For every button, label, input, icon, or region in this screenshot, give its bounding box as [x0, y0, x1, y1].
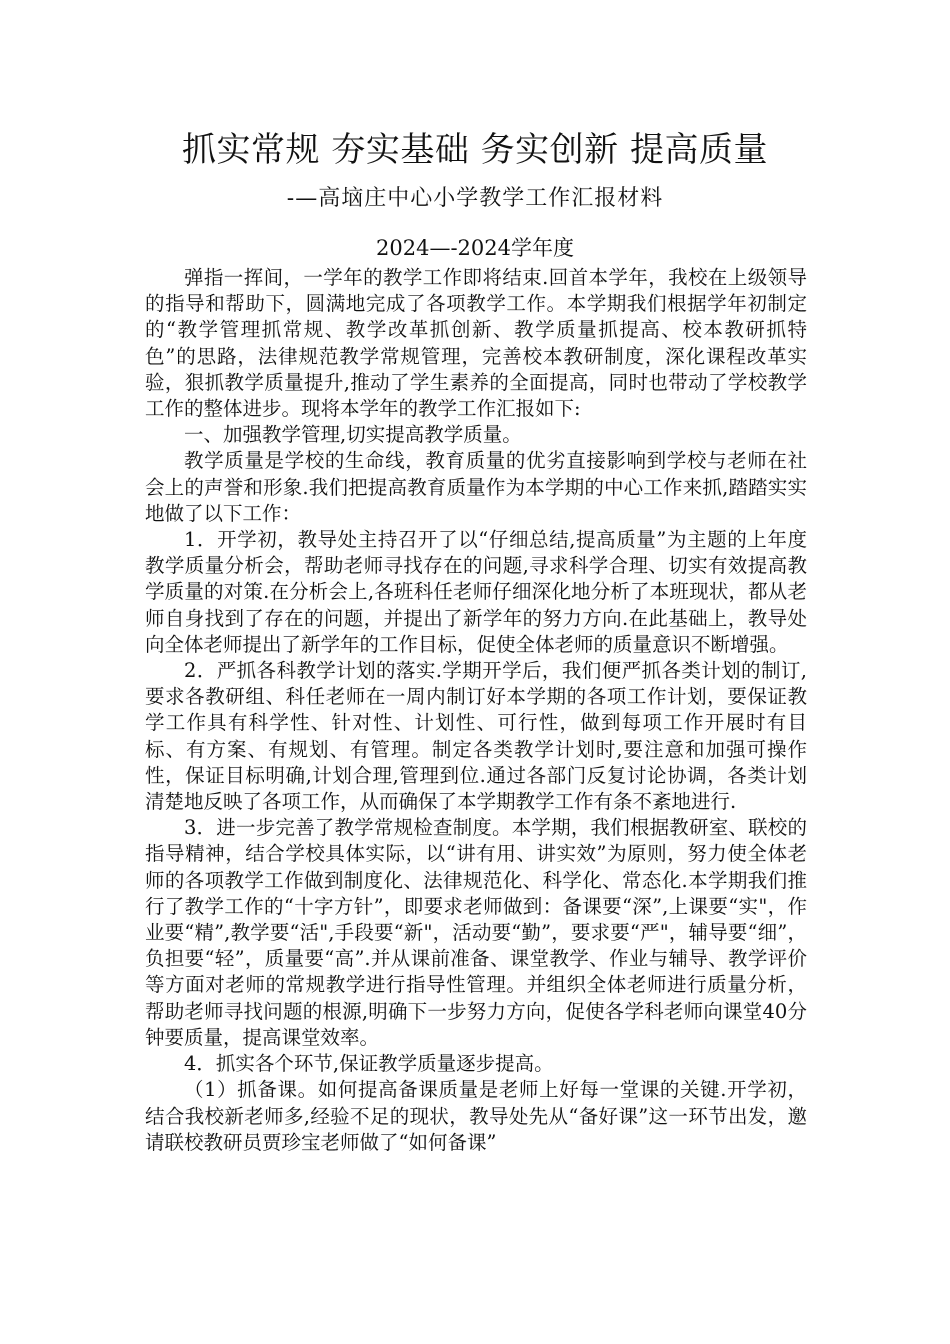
- paragraph-quality: 教学质量是学校的生命线，教育质量的优劣直接影响到学校与老师在社会上的声誉和形象.我们把提高教育质量作为本学期的中心工作来抓,踏踏实实地做了以下工作：: [145, 449, 807, 525]
- document-body: [145, 265, 807, 1156]
- paragraph-item-3: 3．进一步完善了教学常规检查制度。本学期，我们根据教研室、联校的指导精神，结合学校具体实际，以“讲有用、讲实效”为原则，努力使全体老师的各项教学工作做到制度化、法律规范化、科学化、常态化.本学期我们推行了教学工作的“十字方针”，即要求老师做到：备课要“深”,上课要“实"，作业要“精”,教学要“活",手段要“新"，活动要“勤”，要求要“严"，辅导要“细”，负担要“轻”，质量要“高”.并从课前准备、课堂教学、作业与辅导、教学评价等方面对老师的常规教学进行指导性管理。并组织全体老师进行质量分析，帮助老师寻找问题的根源,明确下一步努力方向，促使各学科老师向课堂40分钟要质量，提高课堂效率。: [145, 816, 807, 1049]
- paragraph-intro: 弹指一挥间，一学年的教学工作即将结束.回首本学年，我校在上级领导的指导和帮助下，圆满地完成了各项教学工作。本学期我们根据学年初制定的“教学管理抓常规、教学改革抓创新、教学质量抓提高、校本教研抓特色”的思路，法律规范教学常规管理，完善校本教研制度，深化课程改革实验，狠抓教学质量提升,推动了学生素养的全面提高，同时也带动了学校教学工作的整体进步。现将本学年的教学工作汇报如下:: [145, 266, 807, 421]
- document-subtitle: -—高垴庄中心小学教学工作汇报材料: [286, 186, 664, 211]
- paragraph-item-2: 2．严抓各科教学计划的落实.学期开学后，我们便严抓各类计划的制订,要求各教研组、科任老师在一周内制订好本学期的各项工作计划，要保证教学工作具有科学性、针对性、计划性、可行性，做到每项工作开展时有目标、有方案、有规划、有管理。制定各类教学计划时,要注意和加强可操作性，保证目标明确,计划合理,管理到位.通过各部门反复讨论协调，各类计划清楚地反映了各项工作，从而确保了本学期教学工作有条不紊地进行.: [145, 659, 807, 814]
- paragraph-item-4-1: （1）抓备课。如何提高备课质量是老师上好每一堂课的关键.开学初，结合我校新老师多,经验不足的现状，教导处先从“备好课”这一环节出发，邀请联校教研员贾珍宝老师做了“如何备课”: [145, 1078, 807, 1154]
- academic-year: 2024—-2024学年度: [376, 236, 574, 260]
- paragraph-item-4: 4．抓实各个环节,保证教学质量逐步提高。: [184, 1052, 554, 1076]
- section-heading-1: 一、加强教学管理,切实提高教学质量。: [184, 423, 522, 447]
- paragraph-item-1: 1．开学初，教导处主持召开了以“仔细总结,提高质量”为主题的上年度教学质量分析会，帮助老师寻找存在的问题,寻求科学合理、切实有效提高教学质量的对策.在分析会上,各班科任老师仔细深化地分析了本班现状，都从老师自身找到了存在的问题，并提出了新学年的努力方向.在此基础上，教导处向全体老师提出了新学年的工作目标，促使全体老师的质量意识不断增强。: [145, 528, 807, 656]
- document-title: 抓实常规 夯实基础 务实创新 提高质量: [182, 130, 768, 170]
